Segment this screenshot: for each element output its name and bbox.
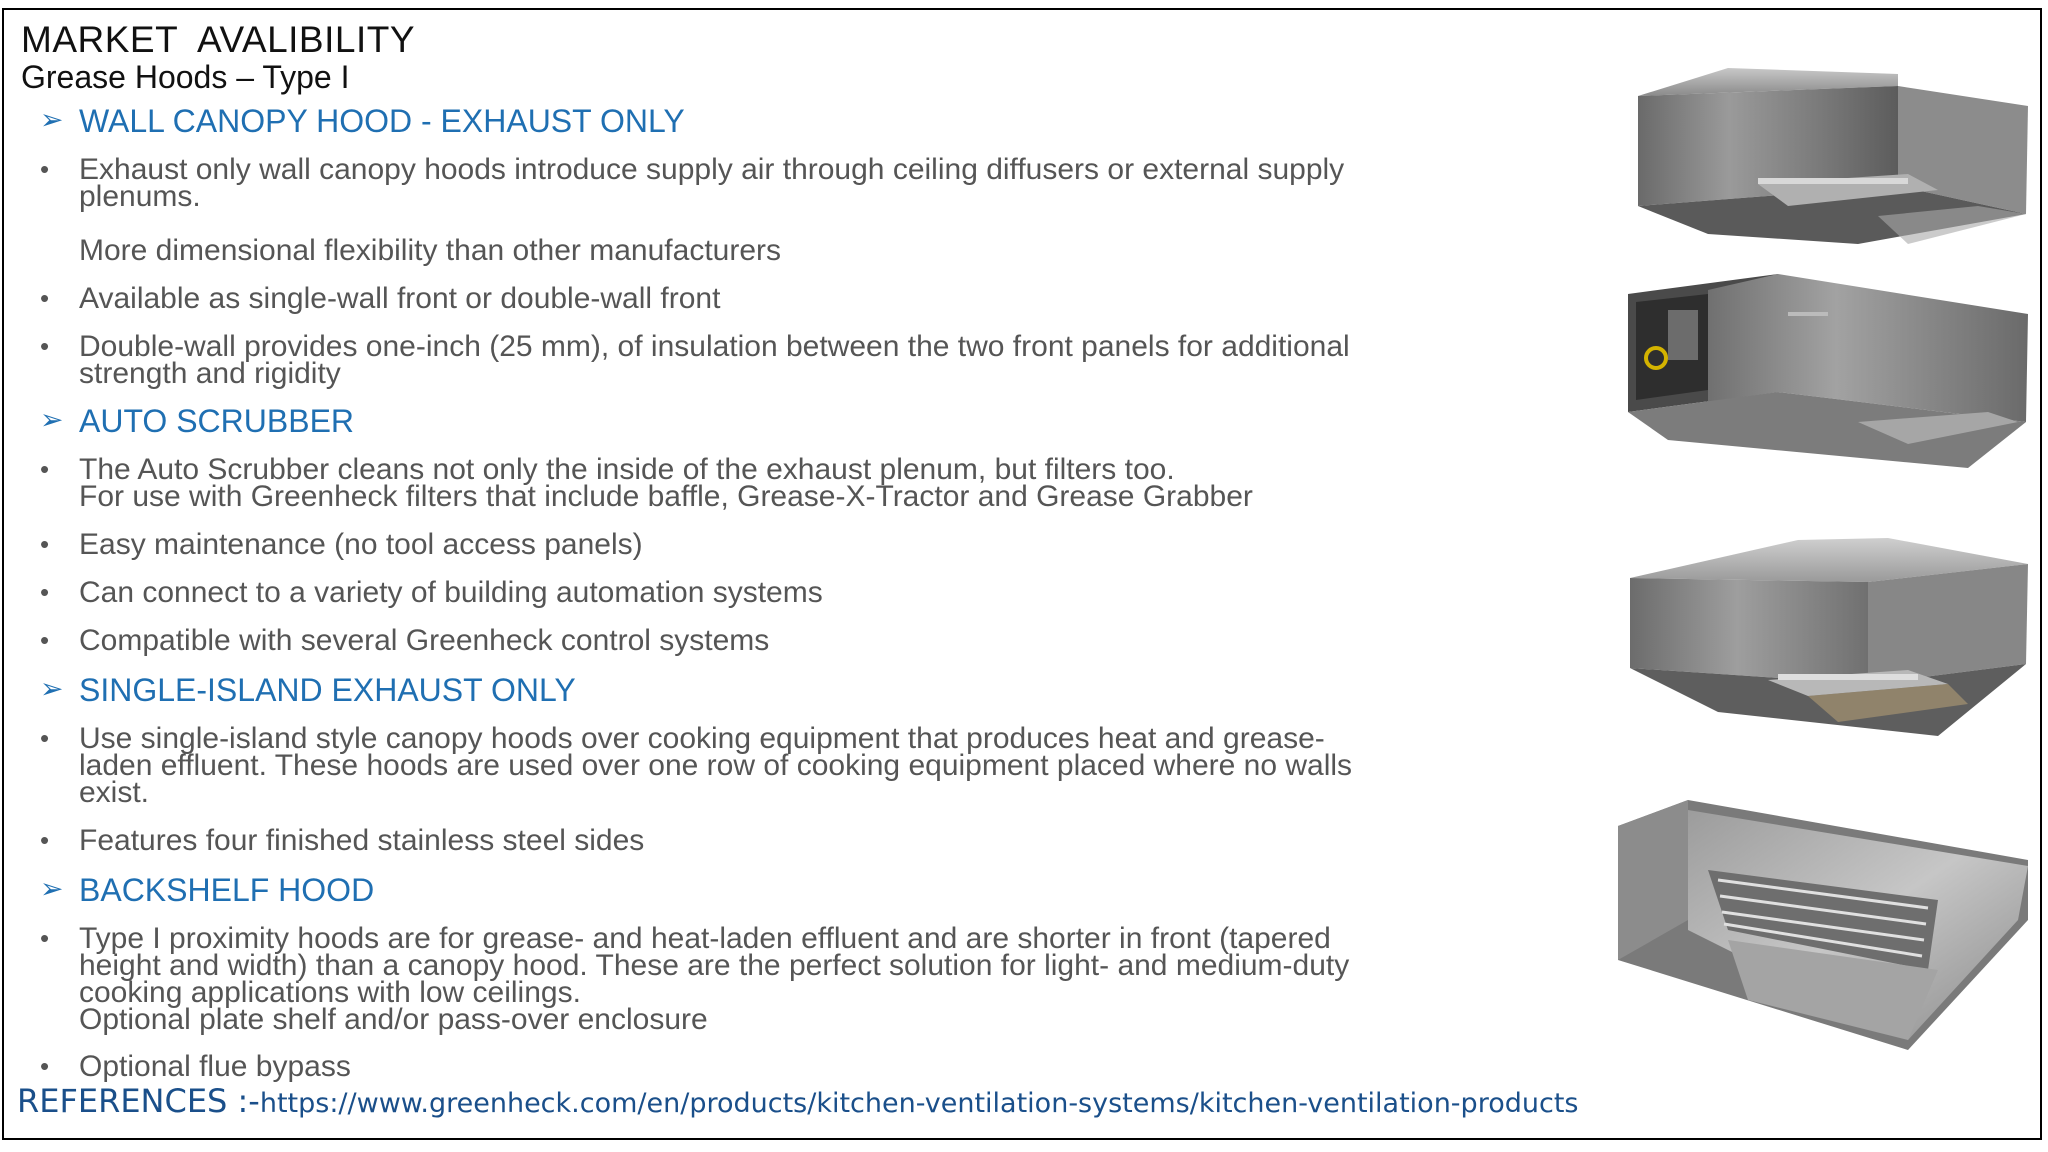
bullet-dot-icon: •: [40, 625, 50, 655]
bullet-dot-icon: •: [40, 154, 50, 184]
arrow-bullet-icon: ➢: [40, 673, 64, 704]
bullet-text: Easy maintenance (no tool access panels): [79, 528, 643, 561]
backshelf-hood-image: [1608, 800, 2038, 1060]
bullet-dot-icon: •: [40, 723, 50, 753]
slide-title: MARKET AVALIBILITY: [21, 19, 416, 60]
arrow-bullet-icon: ➢: [40, 104, 64, 135]
bullet-text: Optional flue bypass: [79, 1050, 351, 1083]
references-link[interactable]: https://www.greenheck.com/en/products/kitchen-ventilation-systems/kitchen-ventilation-products: [259, 1088, 1579, 1119]
heading-text: AUTO SCRUBBER: [79, 403, 355, 439]
heading-text: BACKSHELF HOOD: [79, 872, 375, 908]
bullet-text: Features four finished stainless steel sides: [79, 824, 645, 857]
bullet-dot-icon: •: [40, 923, 50, 953]
wall-canopy-hood-image: [1608, 66, 2038, 251]
single-island-hood-image: [1608, 534, 2038, 744]
bullet-text: Double-wall provides one-inch (25 mm), of insulation between the two front panels for additional strength and rigidity: [79, 330, 1350, 390]
bullet-text: The Auto Scrubber cleans not only the inside of the exhaust plenum, but filters too. For use with Greenheck filters that include baffle, Grease-X-Tractor and Grease Grabber: [79, 453, 1253, 513]
bullet-text: Use single-island style canopy hoods over cooking equipment that produces heat and grease- laden effluent. These hoods are used over one row of cooking equipment placed where no walls exist.: [79, 722, 1353, 809]
auto-scrubber-hood-image: [1608, 272, 2038, 472]
references-label: REFERENCES :-: [17, 1082, 260, 1120]
bullet-text: Can connect to a variety of building automation systems: [79, 576, 823, 609]
heading-text: WALL CANOPY HOOD - EXHAUST ONLY: [79, 103, 685, 139]
bullet-dot-icon: •: [40, 825, 50, 855]
arrow-bullet-icon: ➢: [40, 873, 64, 904]
bullet-dot-icon: •: [40, 529, 50, 559]
bullet-dot-icon: •: [40, 331, 50, 361]
references: [17, 1082, 1578, 1120]
bullet-text: Compatible with several Greenheck control systems: [79, 624, 770, 657]
heading-text: SINGLE-ISLAND EXHAUST ONLY: [79, 672, 576, 708]
bullet-text: Available as single-wall front or double-wall front: [79, 282, 721, 315]
content-area: [4, 10, 1564, 1138]
bullet-dot-icon: •: [40, 454, 50, 484]
slide-subtitle: Grease Hoods – Type I: [21, 59, 350, 95]
slide: [2, 8, 2042, 1140]
bullet-dot-icon: •: [40, 1051, 50, 1081]
bullet-text: Type I proximity hoods are for grease- and heat-laden effluent and are shorter in front (tapered height and width) than a canopy hood. These are the perfect solution for light- and medium-duty cooking applications with low ceilings. Optional plate shelf and/or pass-over enclosure: [79, 922, 1350, 1036]
bullet-dot-icon: •: [40, 577, 50, 607]
bullet-dot-icon: •: [40, 283, 50, 313]
arrow-bullet-icon: ➢: [40, 404, 64, 435]
bullet-text: Exhaust only wall canopy hoods introduce supply air through ceiling diffusers or external supply plenums.: [79, 153, 1345, 213]
paragraph-text: More dimensional flexibility than other manufacturers: [79, 234, 781, 267]
